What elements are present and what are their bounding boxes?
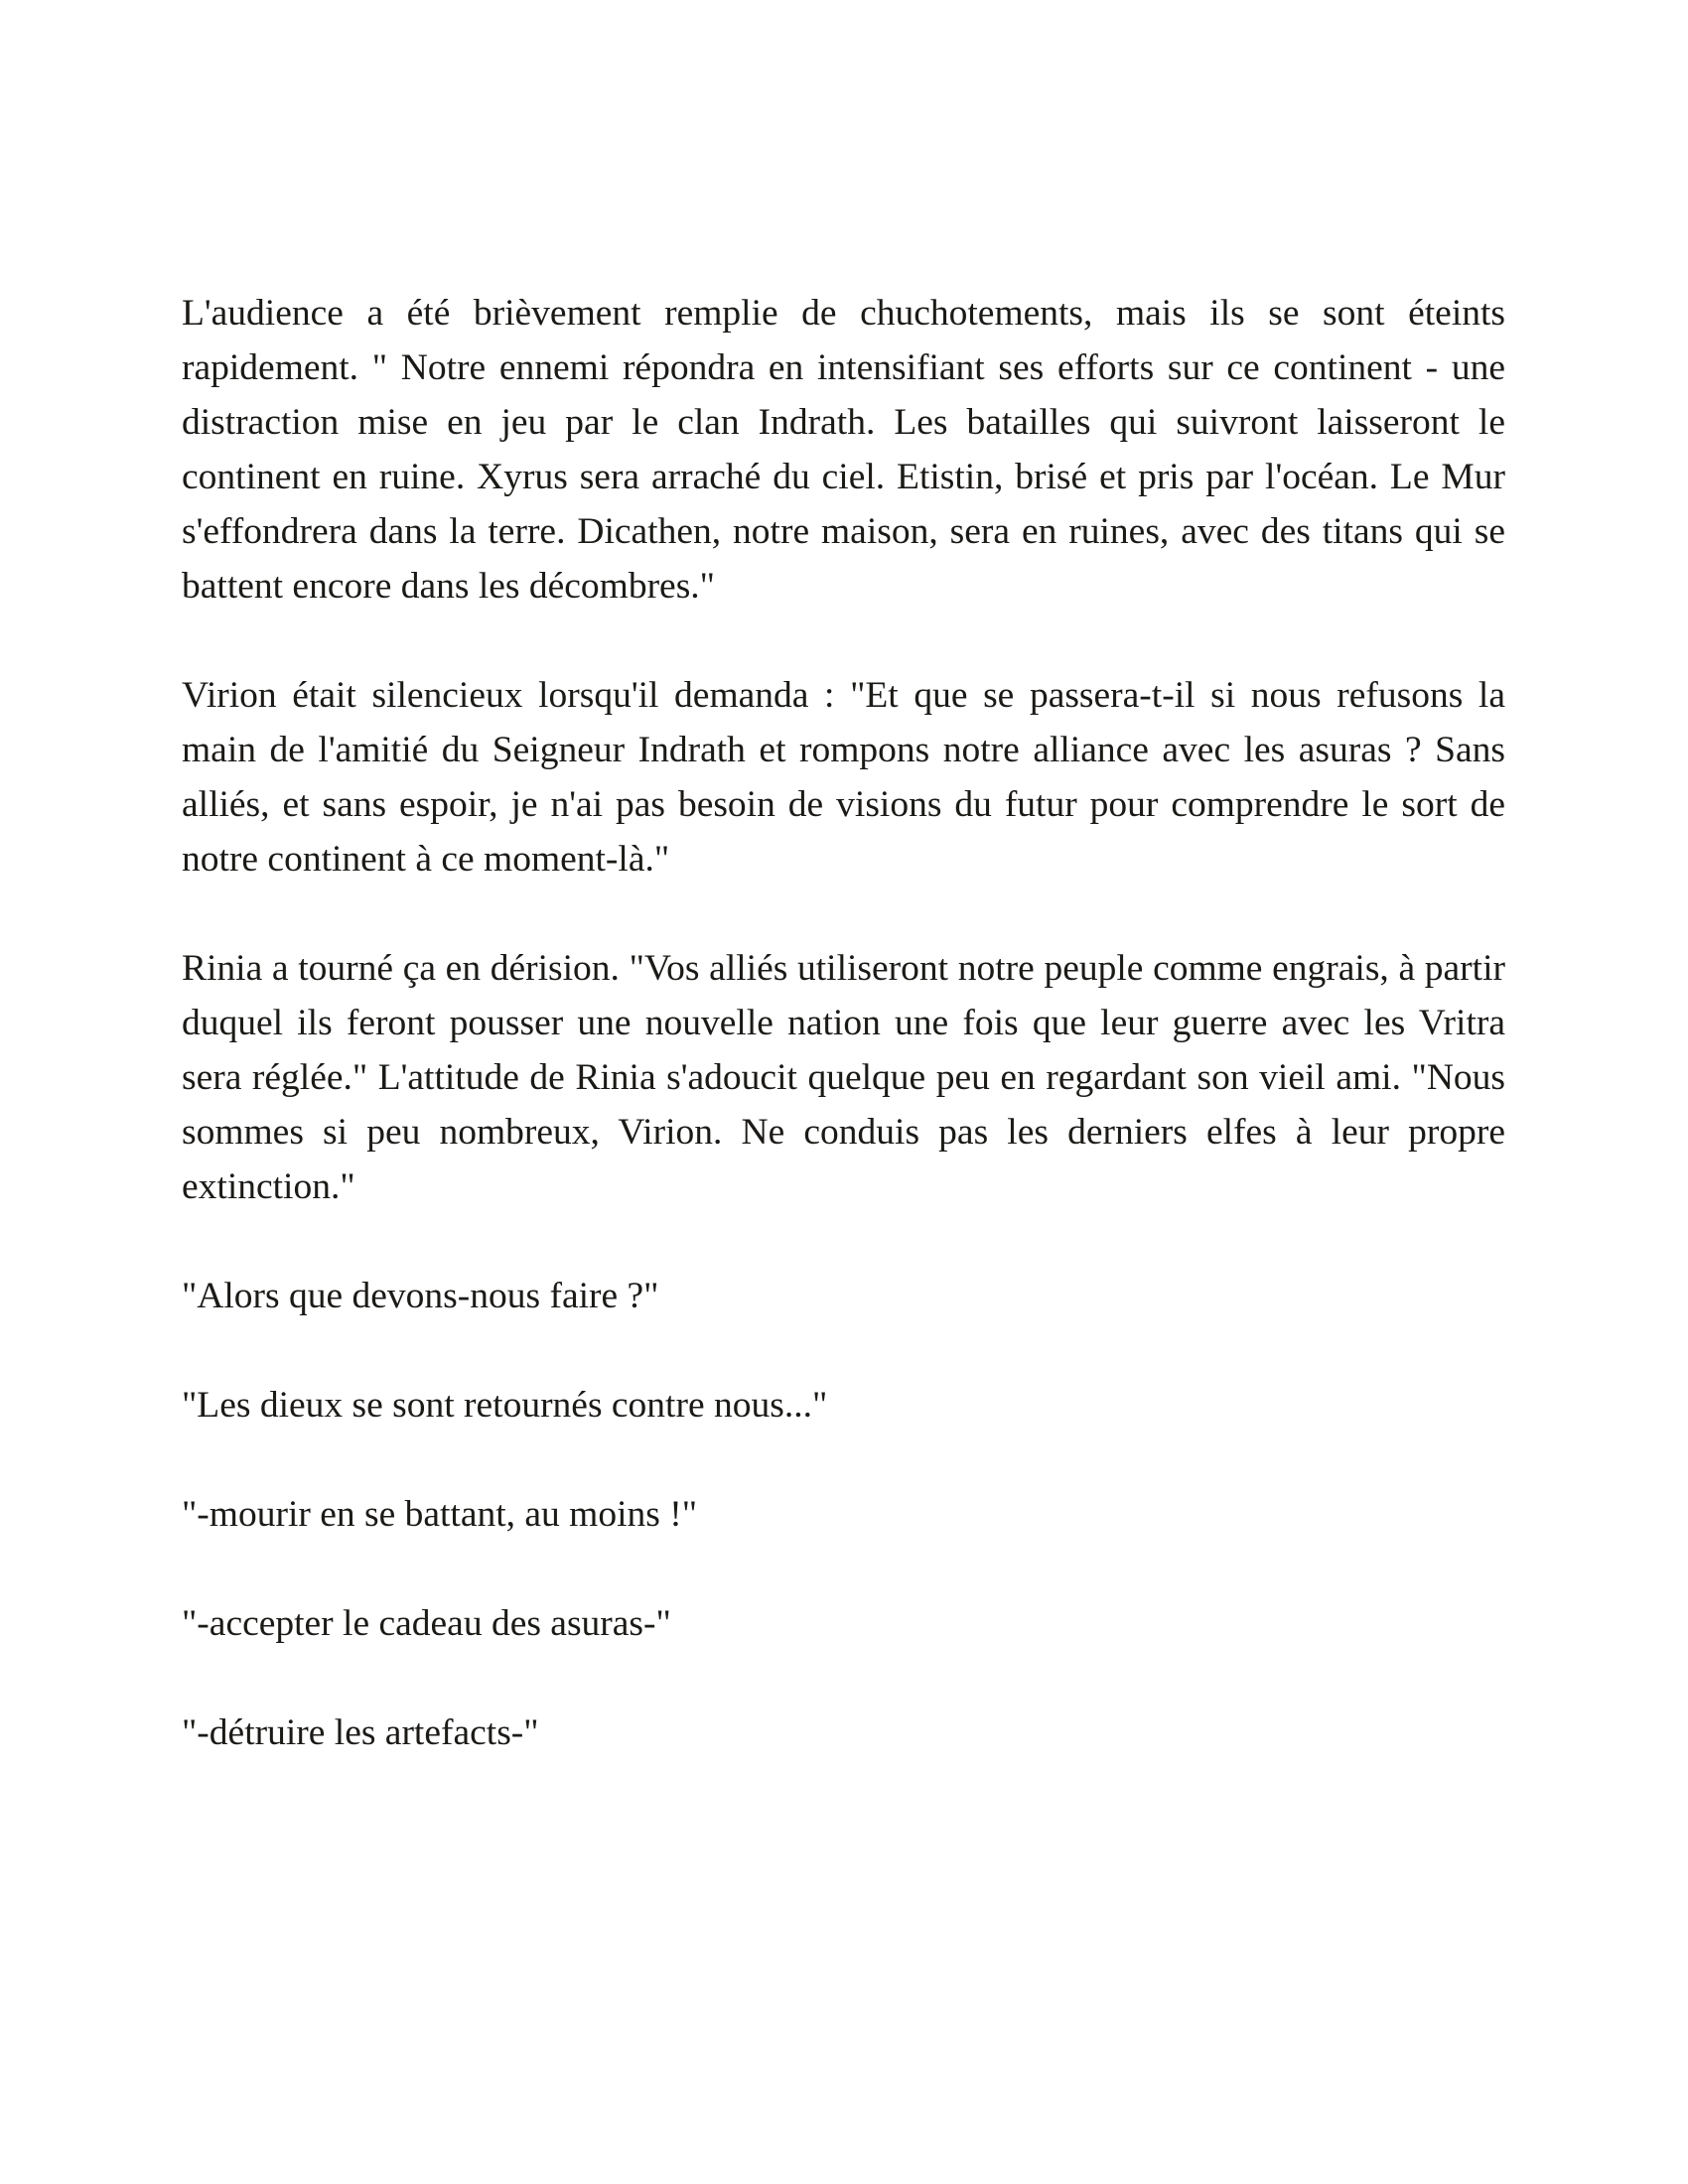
paragraph-audience-whispers: L'audience a été brièvement remplie de chuchotements, mais ils se sont éteints rapidement. " Notre ennemi répondra en intensifiant ses efforts sur ce continent - une distraction mise en jeu par le clan Indrath. Les batailles qui suivront laisseront le continent en ruine. Xyrus sera arraché du ciel. Etistin, brisé et pris par l'océan. Le Mur s'effondrera dans la terre. Dicathen, notre maison, sera en ruines, avec des titans qui se battent encore dans les décombres." xyxy=(182,293,1505,607)
dialogue-line-destroy-artifacts: "-détruire les artefacts-" xyxy=(182,1712,539,1753)
dialogue-line-die-fighting: "-mourir en se battant, au moins !" xyxy=(182,1494,698,1535)
document-page xyxy=(182,286,1505,1815)
dialogue-line-what-to-do: "Alors que devons-nous faire ?" xyxy=(182,1276,659,1316)
paragraph-rinia-derision: Rinia a tourné ça en dérision. "Vos alliés utiliseront notre peuple comme engrais, à partir duquel ils feront pousser une nouvelle nation une fois que leur guerre avec les Vritra sera réglée." L'attitude de Rinia s'adoucit quelque peu en regardant son vieil ami. "Nous sommes si peu nombreux, Virion. Ne conduis pas les derniers elfes à leur propre extinction." xyxy=(182,948,1505,1207)
paragraph-virion-question: Virion était silencieux lorsqu'il demanda : "Et que se passera-t-il si nous refusons la main de l'amitié du Seigneur Indrath et rompons notre alliance avec les asuras ? Sans alliés, et sans espoir, je n'ai pas besoin de visions du futur pour comprendre le sort de notre continent à ce moment-là." xyxy=(182,675,1505,880)
dialogue-line-gods-turned: "Les dieux se sont retournés contre nous..." xyxy=(182,1385,828,1426)
dialogue-line-accept-gift: "-accepter le cadeau des asuras-" xyxy=(182,1603,671,1644)
